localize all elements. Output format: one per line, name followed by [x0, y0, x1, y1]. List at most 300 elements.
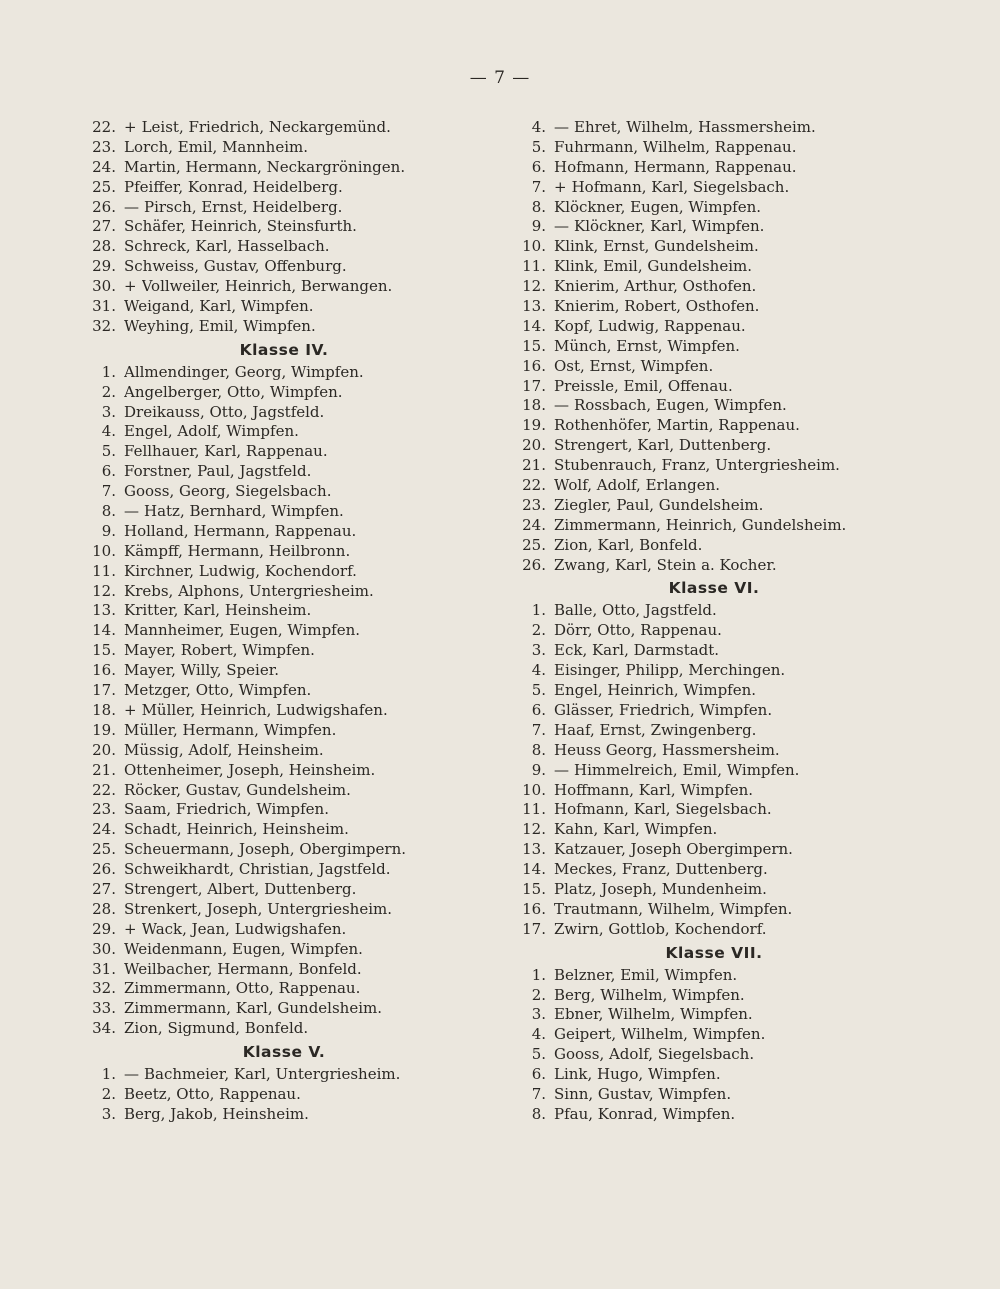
list-item	[508, 138, 920, 158]
entry-name: Schweikhardt, Christian, Jagstfeld.	[124, 860, 391, 879]
list-item	[508, 536, 920, 556]
list-item	[508, 556, 920, 576]
list-item	[78, 999, 490, 1019]
entry-number: 11.	[522, 257, 546, 276]
list-item	[508, 900, 920, 920]
entry-name: Kämpff, Hermann, Heilbronn.	[124, 541, 351, 560]
entry-number: 3.	[531, 641, 546, 660]
entry-number: 3.	[101, 402, 116, 421]
entry-name: Knierim, Robert, Osthofen.	[554, 297, 760, 316]
entry-number: 10.	[92, 541, 116, 560]
list-item	[78, 277, 490, 297]
entry-number: 29.	[92, 919, 116, 938]
entry-name: Hofmann, Hermann, Rappenau.	[554, 157, 797, 176]
list-item	[508, 1045, 920, 1065]
entry-number: 14.	[522, 860, 546, 879]
entry-number: 11.	[92, 561, 116, 580]
list-item	[78, 237, 490, 257]
list-item	[508, 701, 920, 721]
entry-name: Scheuermann, Joseph, Obergimpern.	[124, 840, 407, 859]
entry-name: Haaf, Ernst, Zwingenberg.	[554, 720, 757, 739]
entry-name: Kritter, Karl, Heinsheim.	[124, 601, 312, 620]
entry-name: Röcker, Gustav, Gundelsheim.	[124, 780, 351, 799]
entry-name: Kopf, Ludwig, Rappenau.	[554, 316, 746, 335]
list-item	[508, 661, 920, 681]
entry-name: Zwirn, Gottlob, Kochendorf.	[554, 919, 767, 938]
list-item	[508, 496, 920, 516]
entry-name: Ebner, Wilhelm, Wimpfen.	[554, 1005, 753, 1024]
entry-number: 13.	[92, 601, 116, 620]
list-item	[78, 582, 490, 602]
entry-name: Leist, Friedrich, Neckargemünd.	[141, 118, 391, 136]
list-item	[78, 317, 490, 337]
dash-mark: —	[124, 502, 139, 521]
entry-name: Martin, Hermann, Neckargröningen.	[124, 157, 406, 176]
entry-name: Hatz, Bernhard, Wimpfen.	[144, 502, 344, 521]
entry-number: 6.	[531, 700, 546, 719]
entry-number: 5.	[531, 1045, 546, 1064]
entry-name: Holland, Hermann, Rappenau.	[124, 521, 357, 540]
list-item	[508, 860, 920, 880]
entry-number: 25.	[522, 535, 546, 554]
list-item	[508, 840, 920, 860]
entry-number: 12.	[522, 820, 546, 839]
entry-number: 19.	[522, 416, 546, 435]
entry-number: 2.	[531, 985, 546, 1004]
entry-number: 4.	[101, 422, 116, 441]
list-item	[78, 442, 490, 462]
entry-name: Belzner, Emil, Wimpfen.	[554, 965, 738, 984]
list-item	[508, 621, 920, 641]
entry-name: Berg, Wilhelm, Wimpfen.	[554, 985, 745, 1004]
entry-number: 28.	[92, 899, 116, 918]
list-item	[508, 277, 920, 297]
entry-number: 18.	[522, 396, 546, 415]
list-item	[78, 178, 490, 198]
entry-number: 1.	[101, 1065, 116, 1084]
list-item	[78, 781, 490, 801]
list-item	[78, 118, 490, 138]
entry-number: 13.	[522, 840, 546, 859]
entry-number: 8.	[531, 740, 546, 759]
entry-name: Preissle, Emil, Offenau.	[554, 376, 733, 395]
entry-name: Müller, Heinrich, Ludwigshafen.	[141, 700, 388, 719]
entry-name: Fellhauer, Karl, Rappenau.	[124, 442, 328, 461]
entry-name: Mayer, Robert, Wimpfen.	[124, 641, 315, 660]
entry-name: Wack, Jean, Ludwigshafen.	[141, 919, 347, 938]
entry-number: 15.	[522, 879, 546, 898]
entry-number: 15.	[522, 336, 546, 355]
cross-mark: +	[124, 919, 137, 938]
dash-mark: —	[554, 396, 569, 415]
entry-number: 16.	[522, 356, 546, 375]
list-item	[78, 522, 490, 542]
list-item	[78, 601, 490, 621]
entry-name: Zimmermann, Heinrich, Gundelsheim.	[554, 515, 847, 534]
entry-name: Fuhrmann, Wilhelm, Rappenau.	[554, 137, 797, 156]
entry-number: 1.	[101, 362, 116, 381]
entry-number: 21.	[522, 456, 546, 475]
list-item	[78, 900, 490, 920]
entry-number: 4.	[531, 1025, 546, 1044]
list-item	[508, 820, 920, 840]
entry-number: 9.	[531, 760, 546, 779]
entry-name: Forstner, Paul, Jagstfeld.	[124, 462, 312, 481]
entry-name: Ziegler, Paul, Gundelsheim.	[554, 495, 764, 514]
entry-number: 8.	[531, 1104, 546, 1123]
list-item	[78, 383, 490, 403]
entry-name: Münch, Ernst, Wimpfen.	[554, 336, 740, 355]
entry-name: Lorch, Emil, Mannheim.	[124, 137, 309, 156]
list-item	[508, 1065, 920, 1085]
entry-number: 17.	[522, 376, 546, 395]
entry-name: Engel, Adolf, Wimpfen.	[124, 422, 299, 441]
dash-mark: —	[124, 1065, 139, 1084]
list-item	[508, 198, 920, 218]
entry-name: Hofmann, Karl, Siegelsbach.	[571, 177, 790, 196]
list-item	[508, 436, 920, 456]
entry-name: Zimmermann, Karl, Gundelsheim.	[124, 999, 382, 1018]
entry-name: Klink, Emil, Gundelsheim.	[554, 257, 752, 276]
entry-name: Schäfer, Heinrich, Steinsfurth.	[124, 217, 357, 236]
entry-name: Link, Hugo, Wimpfen.	[554, 1065, 721, 1084]
entry-name: Schweiss, Gustav, Offenburg.	[124, 257, 347, 276]
list-item	[508, 377, 920, 397]
list-item	[78, 940, 490, 960]
entry-number: 6.	[101, 462, 116, 481]
list-item	[78, 920, 490, 940]
entry-number: 11.	[522, 800, 546, 819]
list-item	[78, 880, 490, 900]
list-item	[508, 456, 920, 476]
dash-mark: —	[554, 760, 569, 779]
entry-number: 10.	[522, 237, 546, 256]
entry-number: 28.	[92, 237, 116, 256]
entry-name: Pfeiffer, Konrad, Heidelberg.	[124, 177, 343, 196]
list-item	[508, 118, 920, 138]
entry-number: 24.	[92, 157, 116, 176]
entry-name: Zion, Sigmund, Bonfeld.	[124, 1019, 309, 1038]
entry-number: 10.	[522, 780, 546, 799]
entry-name: Himmelreich, Emil, Wimpfen.	[574, 760, 800, 779]
entry-name: Platz, Joseph, Mundenheim.	[554, 879, 767, 898]
entry-number: 3.	[531, 1005, 546, 1024]
list-item	[78, 403, 490, 423]
list-item	[78, 363, 490, 383]
entry-name: Dörr, Otto, Rappenau.	[554, 621, 722, 640]
entry-name: Saam, Friedrich, Wimpfen.	[124, 800, 329, 819]
entry-name: Balle, Otto, Jagstfeld.	[554, 601, 717, 620]
list-item	[78, 701, 490, 721]
list-item	[78, 482, 490, 502]
class-heading: Klasse IV.	[239, 340, 329, 359]
list-item	[508, 800, 920, 820]
list-item	[78, 217, 490, 237]
list-item	[78, 840, 490, 860]
list-item	[78, 800, 490, 820]
entry-name: Müssig, Adolf, Heinsheim.	[124, 740, 324, 759]
entry-number: 15.	[92, 641, 116, 660]
list-item	[508, 257, 920, 277]
entry-number: 27.	[92, 217, 116, 236]
entry-name: Pfau, Konrad, Wimpfen.	[554, 1104, 736, 1123]
list-item	[508, 966, 920, 986]
class-heading: Klasse VII.	[665, 943, 763, 962]
list-item	[78, 741, 490, 761]
entry-number: 24.	[522, 515, 546, 534]
entry-number: 7.	[101, 482, 116, 501]
list-item	[78, 761, 490, 781]
entry-number: 33.	[92, 999, 116, 1018]
entry-number: 21.	[92, 760, 116, 779]
entry-number: 12.	[522, 277, 546, 296]
list-item	[508, 601, 920, 621]
list-item	[78, 1085, 490, 1105]
entry-number: 16.	[522, 899, 546, 918]
entry-number: 16.	[92, 661, 116, 680]
entry-name: Dreikauss, Otto, Jagstfeld.	[124, 402, 325, 421]
entry-number: 22.	[92, 118, 116, 136]
entry-name: Meckes, Franz, Duttenberg.	[554, 860, 768, 879]
entry-number: 7.	[531, 177, 546, 196]
entry-number: 3.	[101, 1104, 116, 1123]
list-item	[508, 357, 920, 377]
entry-number: 25.	[92, 177, 116, 196]
list-item	[78, 502, 490, 522]
entry-name: Katzauer, Joseph Obergimpern.	[554, 840, 793, 859]
entry-name: Zion, Karl, Bonfeld.	[554, 535, 703, 554]
entry-number: 20.	[92, 740, 116, 759]
entry-name: Schreck, Karl, Hasselbach.	[124, 237, 330, 256]
entry-name: Mayer, Willy, Speier.	[124, 661, 279, 680]
list-item	[508, 416, 920, 436]
entry-name: Klöckner, Eugen, Wimpfen.	[554, 197, 762, 216]
list-item	[508, 337, 920, 357]
entry-name: Krebs, Alphons, Untergriesheim.	[124, 581, 374, 600]
entry-name: Weidenmann, Eugen, Wimpfen.	[124, 939, 363, 958]
list-item	[78, 422, 490, 442]
entry-number: 5.	[531, 681, 546, 700]
entry-name: Hoffmann, Karl, Wimpfen.	[554, 780, 754, 799]
entry-number: 13.	[522, 297, 546, 316]
entry-number: 30.	[92, 939, 116, 958]
entry-number: 26.	[522, 555, 546, 574]
entry-name: Gooss, Georg, Siegelsbach.	[124, 482, 332, 501]
entry-number: 2.	[531, 621, 546, 640]
entry-name: Hofmann, Karl, Siegelsbach.	[554, 800, 772, 819]
entry-number: 20.	[522, 436, 546, 455]
entry-name: Strengert, Karl, Duttenberg.	[554, 436, 772, 455]
entry-name: Zwang, Karl, Stein a. Kocher.	[554, 555, 777, 574]
entry-name: Engel, Heinrich, Wimpfen.	[554, 681, 757, 700]
list-item	[508, 761, 920, 781]
list-item	[508, 217, 920, 237]
entry-name: Vollweiler, Heinrich, Berwangen.	[141, 277, 393, 296]
entry-number: 6.	[531, 1065, 546, 1084]
entry-number: 26.	[92, 197, 116, 216]
list-item	[78, 158, 490, 178]
entry-number: 18.	[92, 700, 116, 719]
list-item	[508, 741, 920, 761]
page-number: — 7 —	[469, 68, 531, 88]
cross-mark: +	[554, 177, 567, 196]
cross-mark: +	[124, 277, 137, 296]
list-item	[508, 237, 920, 257]
list-item	[508, 297, 920, 317]
entry-number: 32.	[92, 979, 116, 998]
entry-name: Allmendinger, Georg, Wimpfen.	[124, 362, 364, 381]
entry-name: Eisinger, Philipp, Merchingen.	[554, 661, 786, 680]
list-item	[508, 476, 920, 496]
entry-number: 9.	[531, 217, 546, 236]
entry-name: Strengert, Albert, Duttenberg.	[124, 879, 357, 898]
list-item	[508, 516, 920, 536]
entry-number: 1.	[531, 965, 546, 984]
entry-number: 27.	[92, 879, 116, 898]
entry-name: Ost, Ernst, Wimpfen.	[554, 356, 714, 375]
entry-number: 8.	[101, 502, 116, 521]
entry-name: Heuss Georg, Hassmersheim.	[554, 740, 780, 759]
entry-number: 7.	[531, 1084, 546, 1103]
entry-number: 23.	[522, 495, 546, 514]
entry-number: 25.	[92, 840, 116, 859]
dash-mark: —	[554, 217, 569, 236]
list-item	[78, 297, 490, 317]
list-item	[78, 661, 490, 681]
entry-name: Pirsch, Ernst, Heidelberg.	[144, 197, 343, 216]
entry-number: 34.	[92, 1019, 116, 1038]
entry-number: 19.	[92, 720, 116, 739]
entry-name: Mannheimer, Eugen, Wimpfen.	[124, 621, 361, 640]
list-item	[508, 641, 920, 661]
list-item	[508, 1005, 920, 1025]
entry-number: 14.	[92, 621, 116, 640]
entry-name: Angelberger, Otto, Wimpfen.	[124, 382, 343, 401]
entry-number: 4.	[531, 661, 546, 680]
entry-name: Weilbacher, Hermann, Bonfeld.	[124, 959, 362, 978]
entry-name: Metzger, Otto, Wimpfen.	[124, 681, 312, 700]
list-item	[78, 562, 490, 582]
list-item	[78, 462, 490, 482]
list-item	[508, 158, 920, 178]
list-item	[78, 257, 490, 277]
list-item	[78, 621, 490, 641]
entry-number: 24.	[92, 820, 116, 839]
list-item	[78, 138, 490, 158]
entry-name: Geipert, Wilhelm, Wimpfen.	[554, 1025, 766, 1044]
entry-name: Bachmeier, Karl, Untergriesheim.	[144, 1065, 401, 1084]
entry-name: Klink, Ernst, Gundelsheim.	[554, 237, 759, 256]
entry-name: Müller, Hermann, Wimpfen.	[124, 720, 337, 739]
list-item	[78, 198, 490, 218]
entry-name: Ehret, Wilhelm, Hassmersheim.	[574, 118, 816, 136]
entry-number: 31.	[92, 959, 116, 978]
entry-name: Gooss, Adolf, Siegelsbach.	[554, 1045, 755, 1064]
list-item	[78, 721, 490, 741]
list-item	[508, 681, 920, 701]
list-item	[78, 960, 490, 980]
entry-name: Weyhing, Emil, Wimpfen.	[124, 316, 316, 335]
entry-number: 17.	[92, 681, 116, 700]
entry-number: 23.	[92, 137, 116, 156]
entry-number: 29.	[92, 257, 116, 276]
entry-name: Weigand, Karl, Wimpfen.	[124, 297, 314, 316]
entry-number: 2.	[101, 1084, 116, 1103]
list-item	[78, 820, 490, 840]
entry-number: 14.	[522, 316, 546, 335]
entry-number: 7.	[531, 720, 546, 739]
entry-name: Kirchner, Ludwig, Kochendorf.	[124, 561, 357, 580]
entry-number: 1.	[531, 601, 546, 620]
entry-name: Klöckner, Karl, Wimpfen.	[574, 217, 765, 236]
entry-number: 8.	[531, 197, 546, 216]
list-item	[508, 1085, 920, 1105]
list-item	[78, 1019, 490, 1039]
entry-number: 9.	[101, 521, 116, 540]
left-column	[78, 118, 490, 1125]
entry-number: 4.	[531, 118, 546, 136]
list-item	[78, 1065, 490, 1085]
dash-mark: —	[554, 118, 569, 136]
list-item	[508, 721, 920, 741]
cross-mark: +	[124, 700, 137, 719]
entry-name: Beetz, Otto, Rappenau.	[124, 1084, 301, 1103]
list-item	[78, 542, 490, 562]
entry-name: Eck, Karl, Darmstadt.	[554, 641, 720, 660]
entry-number: 32.	[92, 316, 116, 335]
list-item	[508, 1105, 920, 1125]
list-item	[78, 641, 490, 661]
cross-mark: +	[124, 118, 137, 136]
entry-number: 31.	[92, 297, 116, 316]
list-item	[508, 1025, 920, 1045]
class-heading: Klasse V.	[242, 1043, 326, 1062]
entry-name: Rossbach, Eugen, Wimpfen.	[574, 396, 787, 415]
entry-number: 22.	[92, 780, 116, 799]
list-item	[508, 781, 920, 801]
entry-name: Glässer, Friedrich, Wimpfen.	[554, 700, 773, 719]
entry-name: Strenkert, Joseph, Untergriesheim.	[124, 899, 392, 918]
entry-number: 30.	[92, 277, 116, 296]
list-item	[78, 979, 490, 999]
entry-name: Sinn, Gustav, Wimpfen.	[554, 1084, 732, 1103]
entry-name: Knierim, Arthur, Osthofen.	[554, 277, 757, 296]
entry-number: 26.	[92, 860, 116, 879]
entry-name: Stubenrauch, Franz, Untergriesheim.	[554, 456, 840, 475]
list-item	[508, 920, 920, 940]
dash-mark: —	[124, 197, 139, 216]
list-item	[508, 986, 920, 1006]
entry-number: 5.	[101, 442, 116, 461]
list-item	[508, 178, 920, 198]
entry-name: Schadt, Heinrich, Heinsheim.	[124, 820, 349, 839]
entry-name: Wolf, Adolf, Erlangen.	[554, 476, 721, 495]
entry-name: Ottenheimer, Joseph, Heinsheim.	[124, 760, 376, 779]
list-item	[78, 860, 490, 880]
entry-number: 2.	[101, 382, 116, 401]
list-item	[508, 880, 920, 900]
entry-number: 12.	[92, 581, 116, 600]
entry-name: Trautmann, Wilhelm, Wimpfen.	[554, 899, 793, 918]
list-item	[508, 317, 920, 337]
class-heading: Klasse VI.	[668, 579, 760, 598]
entry-number: 17.	[522, 919, 546, 938]
entry-number: 6.	[531, 157, 546, 176]
entry-number: 23.	[92, 800, 116, 819]
entry-name: Zimmermann, Otto, Rappenau.	[124, 979, 361, 998]
entry-name: Berg, Jakob, Heinsheim.	[124, 1104, 309, 1123]
list-item	[508, 396, 920, 416]
